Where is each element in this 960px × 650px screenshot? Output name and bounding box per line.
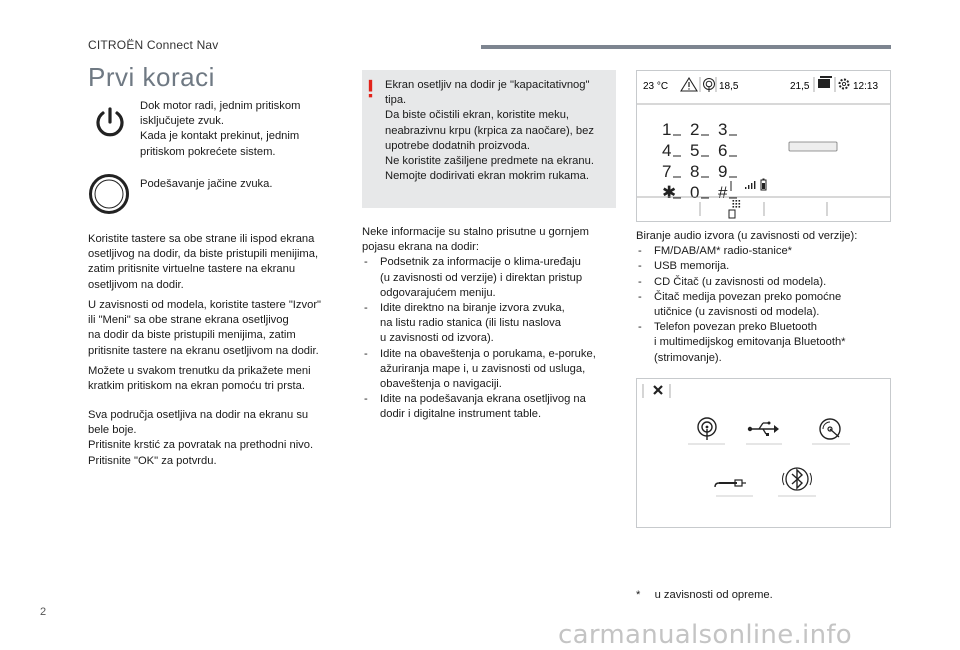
list-item: - CD Čitač (u zavisnosti od modela). [636, 275, 896, 290]
radio-source-button[interactable] [688, 418, 725, 444]
volume-knob-icon [88, 173, 130, 215]
list-item: - Idite na obaveštenja o porukama, e-poruke, ažuriranja mape i, u zavisnosti od usluga, obaveštenja o navigaciji. [362, 347, 622, 393]
dial-key[interactable]: 4 [662, 141, 672, 160]
dial-key[interactable]: 2 [690, 120, 700, 139]
footnote-text: u zavisnosti od opreme. [654, 589, 773, 601]
dial-key[interactable]: 0 [690, 183, 700, 202]
sources-text: Biranje audio izvora (u zavisnosti od verzije): - FM/DAB/AM* radio-stanice* - USB memorija. - CD Čitač (u zavisnosti od modela). - Čitač medija povezan preko pomoćne utičnice (u zavisnosti od modela). - Telefon povezan preko Bluetooth i multimedijskog emitovanja Bluetooth* (strimovanje). [636, 229, 896, 366]
settings-gear-icon[interactable] [840, 80, 849, 89]
power-icon [92, 104, 128, 140]
list-item: - Telefon povezan preko Bluetooth i multimedijskog emitovanja Bluetooth* (strimovanje). [636, 320, 896, 366]
footnote-mark: * [636, 589, 641, 601]
list-item: - Idite direktno na biranje izvora zvuka, na listu radio stanica (ili listu naslova u zavisnosti od izvora). [362, 301, 622, 347]
dial-keypad[interactable] [662, 120, 737, 202]
paragraph-touch-buttons: Koristite tastere sa obe strane ili ispod ekrana osetljivog na dodir, da biste pristupili menijima, zatim pritisnite virtuelne tastere na ekranu osetljivom na dodir. [88, 233, 319, 291]
left-value-label: 18,5 [719, 81, 739, 92]
dial-key[interactable]: 6 [718, 141, 728, 160]
paragraph-sensitive-areas: Sva područja osetljiva na dodir na ekranu su bele boje. Pritisnite krstić za povratak na prethodni nivo. Pritisnite "OK" za potvrdu. [88, 409, 314, 467]
dial-key[interactable]: # [718, 183, 728, 202]
temperature-label[interactable]: 23 °C [643, 81, 669, 92]
dial-key[interactable]: ✱ [662, 183, 677, 202]
power-description: Dok motor radi, jednim pritiskom isključujete zvuk. Kada je kontakt prekinut, jednim pritiskom pokrećete sistem. [140, 100, 301, 158]
warning-triangle-icon[interactable] [681, 78, 697, 91]
dial-key[interactable]: 8 [690, 162, 700, 181]
volume-description: Podešavanje jačine zvuka. [140, 178, 273, 190]
cd-source-button[interactable] [812, 419, 850, 444]
usb-source-button[interactable] [746, 422, 782, 445]
screen-source-select [636, 378, 891, 528]
dial-key[interactable]: 1 [662, 120, 672, 139]
clock-label: 12:13 [853, 81, 879, 92]
signal-strength-icon [745, 181, 755, 189]
dialpad-tab-icon[interactable] [729, 200, 740, 218]
paragraph-three-fingers: Možete u svakom trenutku da prikažete meni kratkim pritiskom na ekran pomoću tri prsta. [88, 365, 311, 393]
list-item: - FM/DAB/AM* radio-stanice* [636, 244, 896, 259]
radio-source-icon[interactable] [704, 79, 715, 93]
close-icon[interactable] [654, 386, 662, 394]
warning-exclamation-icon [368, 78, 373, 100]
dial-key[interactable]: 5 [690, 141, 700, 160]
list-item: - USB memorija. [636, 259, 896, 274]
dial-key[interactable]: 7 [662, 162, 672, 181]
paragraph-source-menu: U zavisnosti od modela, koristite tastere "Izvor" ili "Meni" sa obe strane ekrana osetljivog na dodir da biste pristupili menijima, zatim pritisnite tastere na ekranu osetljivom na dodir. [88, 299, 322, 357]
info-text: Neke informacije su stalno prisutne u gornjem pojasu ekrana na dodir: - Podsetnik za informacije o klima-uređaju (u zavisnosti od verzije) i direktan pristup odgovarajućem meniju. - Idite direktno na biranje izvora zvuka, na listu radio stanica (ili listu naslova u zavisnosti od izvora). - Idite na obaveštenja o porukama, e-poruke, ažuriranja mape i, u zavisnosti od usluga, obaveštenja o navigaciji. - Idite na podešavanja ekrana osetljivog na dodir i digitalne instrument table. [362, 225, 622, 423]
list-item: - Podsetnik za informacije o klima-uređaju (u zavisnosti od verzije) i direktan pristup odgovarajućem meniju. [362, 255, 622, 301]
page-title: Prvi koraci [88, 62, 215, 92]
dial-key[interactable]: 3 [718, 120, 728, 139]
aux-jack-source-button[interactable] [715, 480, 753, 496]
footnote [636, 589, 773, 601]
warning-text: Ekran osetljiv na dodir je "kapacitativnog" tipa. Da biste očistili ekran, koristite meku, neabrazivnu krpu (krpica za naočare), bez upotrebe dodatnih proizvoda. Ne koristite zašiljene predmete na ekranu. Nemojte dodirivati ekran mokrim rukama. [385, 79, 594, 183]
watermark: carmanualsonline.info [558, 620, 853, 650]
list-item: - Idite na podešavanja ekrana osetljivog na dodir i digitalne instrument table. [362, 392, 622, 422]
header-brand: CITROËN Connect Nav [88, 38, 219, 52]
header-bar [481, 45, 891, 49]
list-item: - Čitač medija povezan preko pomoćne utičnice (u zavisnosti od modela). [636, 290, 896, 320]
screen-dialpad [636, 70, 891, 222]
dial-key[interactable]: 9 [718, 162, 728, 181]
bluetooth-source-button[interactable] [778, 468, 816, 496]
right-value-label: 21,5 [790, 81, 810, 92]
page-number: 2 [40, 606, 47, 618]
message-icon[interactable] [818, 76, 832, 88]
battery-icon [761, 179, 766, 191]
number-entry-field[interactable] [789, 142, 837, 151]
